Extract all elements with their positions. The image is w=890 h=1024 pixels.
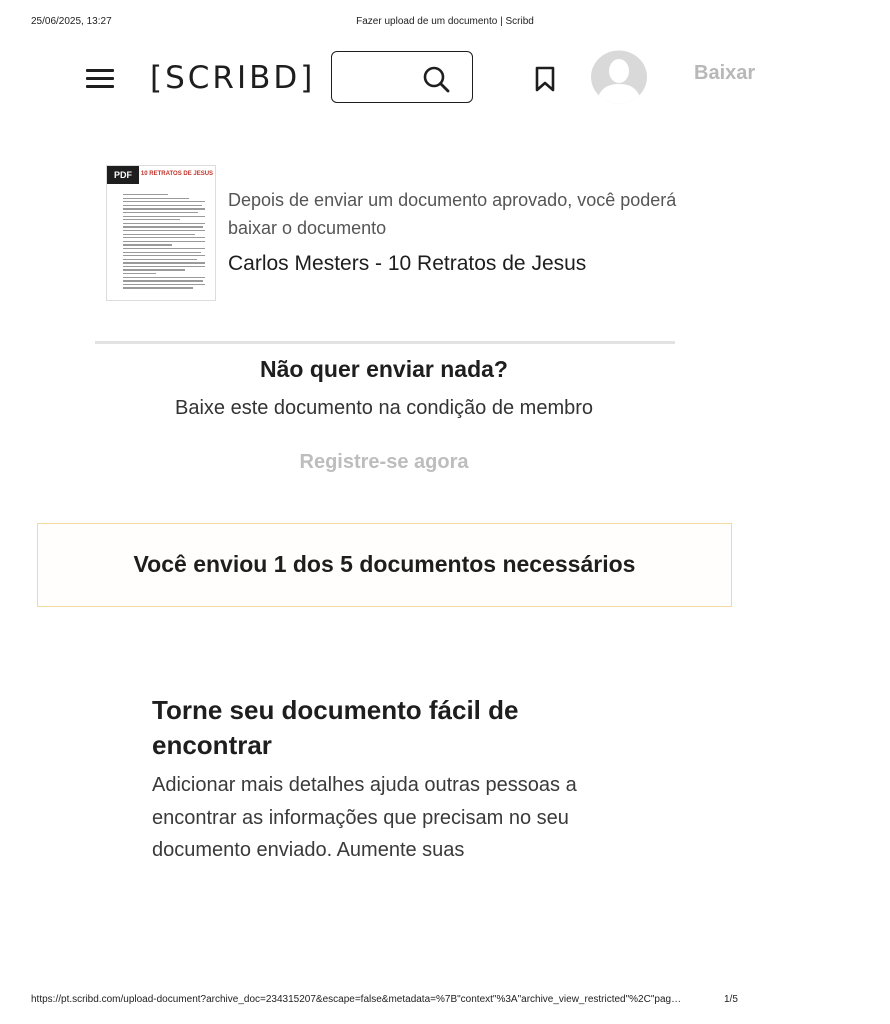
section-description: Adicionar mais detalhes ajuda outras pessoas a encontrar as informações que precisam no seu documento enviado. Aumente suas xyxy=(152,774,577,861)
print-page-number: 1/5 xyxy=(724,994,738,1005)
thumbnail-line xyxy=(123,269,185,270)
thumbnail-line xyxy=(123,208,205,209)
thumbnail-heading: 10 RETRATOS DE JESUS xyxy=(140,171,214,177)
thumbnail-line xyxy=(123,287,193,288)
document-title[interactable]: Carlos Mesters - 10 Retratos de Jesus xyxy=(228,252,587,275)
thumbnail-line xyxy=(123,244,172,245)
divider xyxy=(95,341,675,344)
thumbnail-line xyxy=(123,277,205,278)
hamburger-menu-icon[interactable] xyxy=(84,66,116,92)
thumbnail-line xyxy=(123,201,205,202)
thumbnail-line xyxy=(123,194,168,195)
print-url: https://pt.scribd.com/upload-document?archive_doc=234315207&escape=false&metadata=%7B"context"%3A"archive_view_restricted"%2C"pag… xyxy=(31,994,682,1005)
scribd-logo[interactable]: [SCRIBD] xyxy=(150,60,316,96)
document-thumbnail[interactable] xyxy=(106,165,216,301)
thumbnail-line xyxy=(123,241,205,242)
thumbnail-line xyxy=(123,223,205,224)
thumbnail-line xyxy=(123,262,205,263)
thumbnail-line xyxy=(123,284,205,285)
search-icon[interactable] xyxy=(421,64,451,94)
thumbnail-line xyxy=(123,273,156,274)
thumbnail-line xyxy=(123,216,205,217)
thumbnail-line xyxy=(123,248,205,249)
thumbnail-line xyxy=(123,234,195,235)
register-link[interactable]: Registre-se agora xyxy=(299,451,469,473)
print-header xyxy=(0,16,768,32)
thumbnail-line xyxy=(123,226,203,227)
upload-progress-box xyxy=(37,523,732,607)
thumbnail-line xyxy=(123,198,189,199)
thumbnail-line xyxy=(123,237,205,238)
section-heading: Torne seu documento fácil de encontrar xyxy=(152,695,519,760)
bookmark-icon[interactable] xyxy=(533,66,557,92)
print-footer xyxy=(0,994,768,1010)
no-upload-heading: Não quer enviar nada? xyxy=(260,356,508,382)
member-download-text: Baixe este documento na condição de membro xyxy=(174,397,594,419)
thumbnail-line xyxy=(123,255,205,256)
thumbnail-line xyxy=(123,230,205,231)
thumbnail-line xyxy=(123,266,205,267)
search-input[interactable] xyxy=(342,62,416,94)
print-page-title: Fazer upload de um documento | Scribd xyxy=(356,16,534,27)
thumbnail-line xyxy=(123,205,202,206)
thumbnail-line xyxy=(123,259,197,260)
thumbnail-line xyxy=(123,252,201,253)
thumbnail-line xyxy=(123,212,198,213)
download-button[interactable]: Baixar xyxy=(694,62,756,84)
thumbnail-line xyxy=(123,280,203,281)
upload-progress-text: Você enviou 1 dos 5 documentos necessários xyxy=(133,551,636,577)
user-avatar-icon[interactable] xyxy=(590,50,648,104)
download-info-text: Depois de enviar um documento aprovado, você poderá baixar o documento xyxy=(228,190,677,238)
thumbnail-text-lines xyxy=(123,194,205,291)
print-datetime: 25/06/2025, 13:27 xyxy=(31,16,112,27)
search-box[interactable] xyxy=(331,51,473,103)
thumbnail-line xyxy=(123,219,180,220)
pdf-badge: PDF xyxy=(107,166,139,184)
